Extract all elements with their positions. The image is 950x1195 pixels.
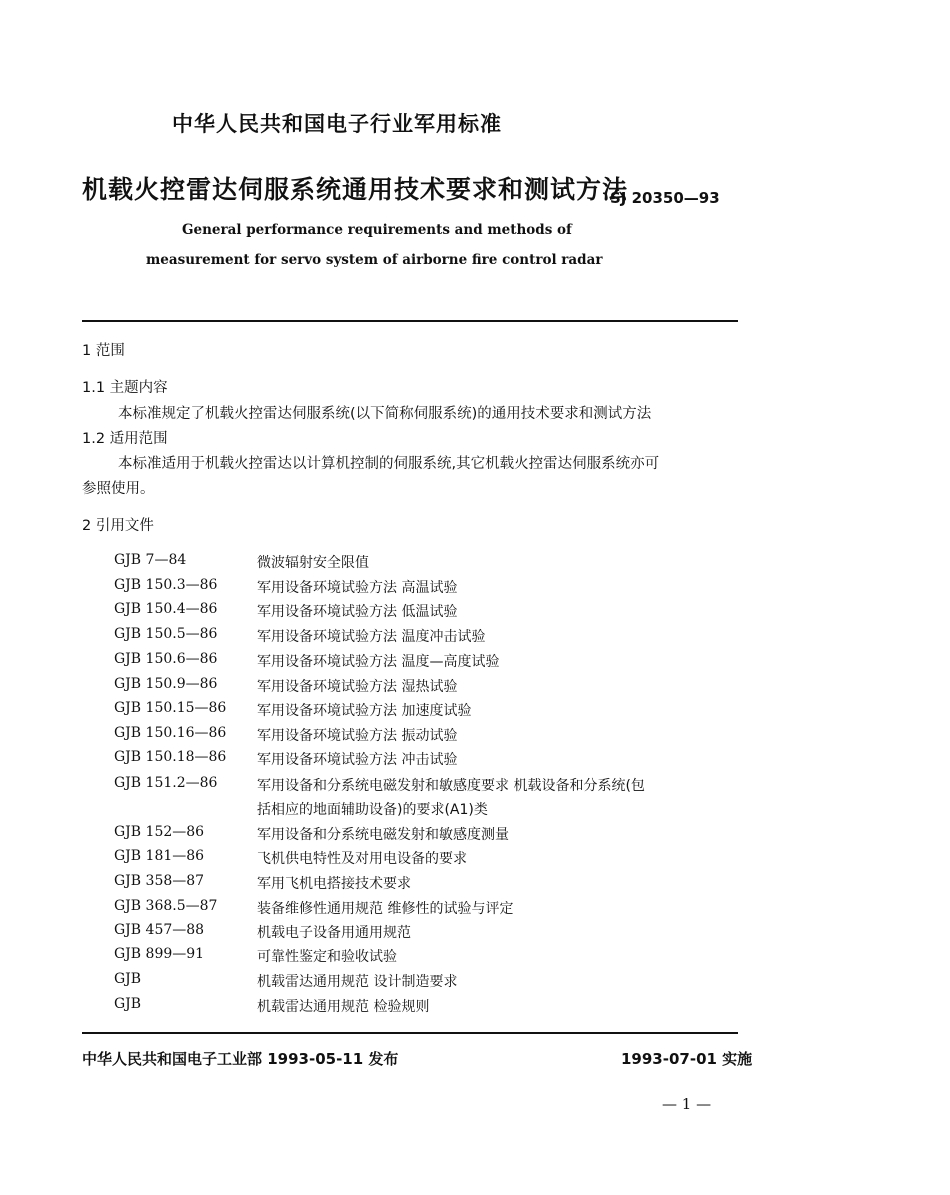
reference-title: 军用设备环境试验方法 加速度试验 xyxy=(257,703,472,719)
reference-title: 军用设备环境试验方法 高温试验 xyxy=(257,580,458,596)
section-1-2-text-line-2: 参照使用。 xyxy=(82,481,155,497)
reference-title: 军用设备环境试验方法 湿热试验 xyxy=(257,679,458,695)
reference-code: GJB 150.16—86 xyxy=(114,725,227,741)
standard-code: SJ 20350—93 xyxy=(610,189,720,207)
reference-title: 机载雷达通用规范 设计制造要求 xyxy=(257,974,458,990)
reference-code: GJB 150.18—86 xyxy=(114,749,227,765)
reference-title: 军用飞机电搭接技术要求 xyxy=(257,876,411,892)
reference-title: 装备维修性通用规范 维修性的试验与评定 xyxy=(257,901,514,917)
reference-code: GJB 150.6—86 xyxy=(114,651,218,667)
reference-code: GJB 150.15—86 xyxy=(114,700,227,716)
reference-title-continuation: 括相应的地面辅助设备)的要求(A1)类 xyxy=(257,802,488,818)
reference-code: GJB xyxy=(114,971,142,987)
reference-title: 军用设备环境试验方法 振动试验 xyxy=(257,728,458,744)
reference-code: GJB 457—88 xyxy=(114,922,205,938)
reference-title: 飞机供电特性及对用电设备的要求 xyxy=(257,851,467,867)
reference-code: GJB 152—86 xyxy=(114,824,205,840)
reference-code: GJB 151.2—86 xyxy=(114,775,218,791)
reference-title: 机载电子设备用通用规范 xyxy=(257,925,411,941)
reference-code: GJB 150.4—86 xyxy=(114,601,218,617)
reference-code: GJB 7—84 xyxy=(114,552,187,568)
reference-code: GJB xyxy=(114,996,142,1012)
issuing-standard-line: 中华人民共和国电子行业军用标准 xyxy=(172,112,502,136)
section-2-heading: 2 引用文件 xyxy=(82,518,154,534)
reference-code: GJB 358—87 xyxy=(114,873,205,889)
issue-date: 中华人民共和国电子工业部 1993-05-11 发布 xyxy=(82,1050,399,1068)
section-1-2-heading: 1.2 适用范围 xyxy=(82,431,168,447)
english-title-line-2: measurement for servo system of airborne fire control radar xyxy=(146,252,603,268)
reference-title: 军用设备和分系统电磁发射和敏感度要求 机载设备和分系统(包 xyxy=(257,778,645,794)
reference-title: 军用设备和分系统电磁发射和敏感度测量 xyxy=(257,827,509,843)
reference-title: 军用设备环境试验方法 冲击试验 xyxy=(257,752,458,768)
bottom-divider xyxy=(82,1032,738,1034)
section-1-2-text-line-1: 本标准适用于机载火控雷达以计算机控制的伺服系统,其它机载火控雷达伺服系统亦可 xyxy=(118,456,660,472)
section-1-1-heading: 1.1 主题内容 xyxy=(82,380,168,396)
reference-code: GJB 368.5—87 xyxy=(114,898,218,914)
reference-title: 军用设备环境试验方法 温度冲击试验 xyxy=(257,629,486,645)
page-number: — 1 — xyxy=(662,1095,712,1113)
document-title: 机载火控雷达伺服系统通用技术要求和测试方法 xyxy=(82,175,629,204)
reference-title: 可靠性鉴定和验收试验 xyxy=(257,949,397,965)
reference-title: 微波辐射安全限值 xyxy=(257,555,369,571)
english-title-line-1: General performance requirements and methods of xyxy=(182,222,572,238)
effective-date: 1993-07-01 实施 xyxy=(621,1050,753,1068)
section-1-1-text: 本标准规定了机载火控雷达伺服系统(以下简称伺服系统)的通用技术要求和测试方法 xyxy=(118,406,652,422)
reference-code: GJB 150.5—86 xyxy=(114,626,218,642)
reference-title: 军用设备环境试验方法 低温试验 xyxy=(257,604,458,620)
reference-title: 军用设备环境试验方法 温度—高度试验 xyxy=(257,654,500,670)
top-divider xyxy=(82,320,738,322)
reference-code: GJB 150.3—86 xyxy=(114,577,218,593)
reference-code: GJB 181—86 xyxy=(114,848,205,864)
section-1-heading: 1 范围 xyxy=(82,343,125,359)
reference-title: 机载雷达通用规范 检验规则 xyxy=(257,999,430,1015)
reference-code: GJB 150.9—86 xyxy=(114,676,218,692)
reference-code: GJB 899—91 xyxy=(114,946,205,962)
